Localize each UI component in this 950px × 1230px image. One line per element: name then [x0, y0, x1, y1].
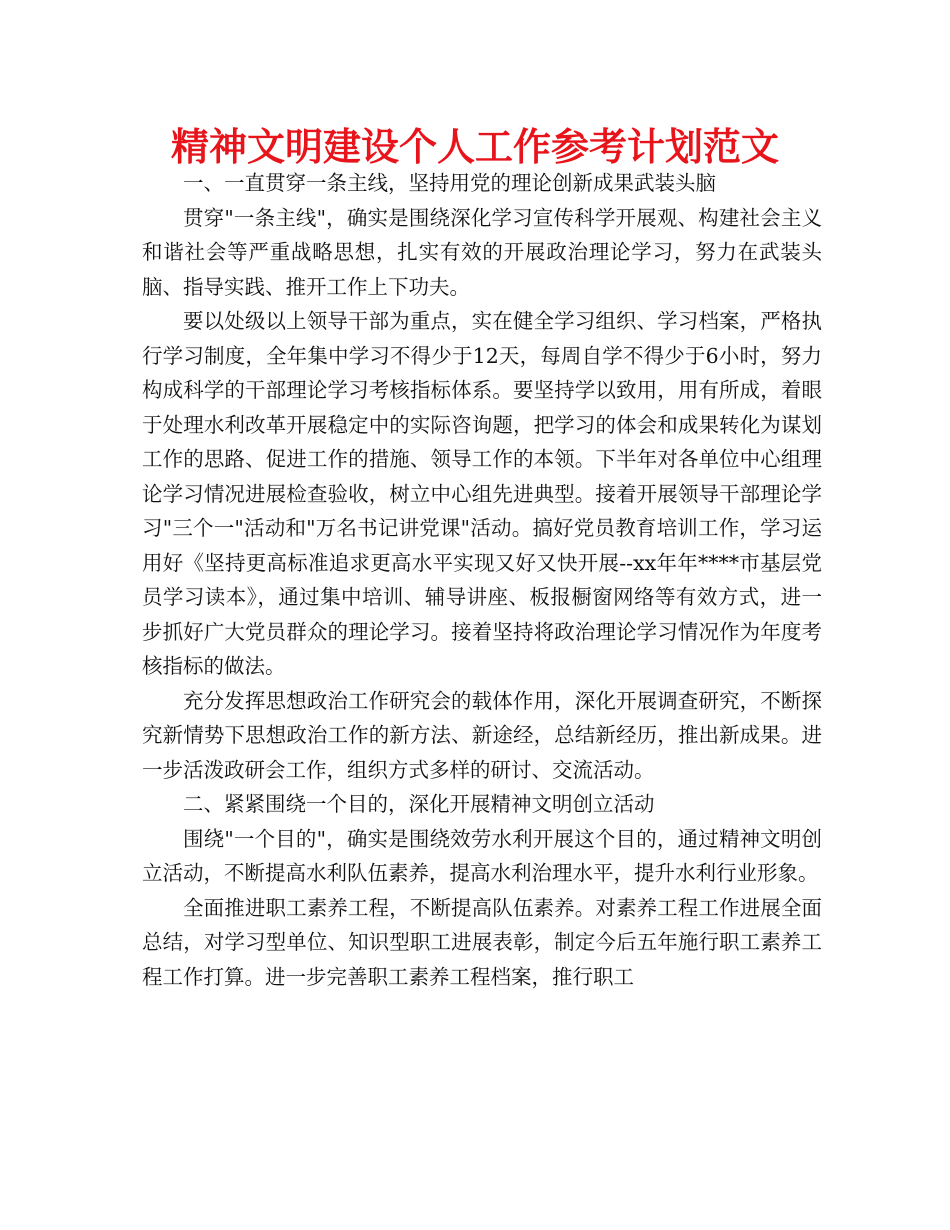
body-paragraph-4: 围绕"一个目的"，确实是围绕效劳水利开展这个目的，通过精神文明创立活动，不断提高水利队伍素养，提高水利治理水平，提升水利行业形象。 — [142, 826, 822, 885]
document-body — [142, 166, 822, 994]
section-heading-2: 二、紧紧围绕一个目的，深化开展精神文明创立活动 — [183, 792, 655, 816]
body-paragraph-3: 充分发挥思想政治工作研究会的载体作用，深化开展调查研究，不断探究新情势下思想政治工作的新方法、新途经，总结新经历，推出新成果。进一步活泼政研会工作，组织方式多样的研讨、交流活动。 — [142, 688, 822, 782]
section-heading-1: 一、一直贯穿一条主线，坚持用党的理论创新成果武装头脑 — [183, 171, 716, 195]
document-title: 精神文明建设个人工作参考计划范文 — [170, 124, 779, 169]
body-paragraph-1: 贯穿"一条主线"，确实是围绕深化学习宣传科学开展观、构建社会主义和谐社会等严重战略思想，扎实有效的开展政治理论学习，努力在武装头脑、指导实践、推开工作上下功夫。 — [142, 205, 822, 299]
body-paragraph-2: 要以处级以上领导干部为重点，实在健全学习组织、学习档案，严格执行学习制度，全年集中学习不得少于12天，每周自学不得少于6小时，努力构成科学的干部理论学习考核指标体系。要坚持学以致用，用有所成，着眼于处理水利改革开展稳定中的实际咨询题，把学习的体会和成果转化为谋划工作的思路、促进工作的措施、领导工作的本领。下半年对各单位中心组理论学习情况进展检查验收，树立中心组先进典型。接着开展领导干部理论学习"三个一"活动和"万名书记讲党课"活动。搞好党员教育培训工作，学习运用好《坚持更高标准追求更高水平实现又好又快开展--xx年年****市基层党员学习读本》，通过集中培训、辅导讲座、板报橱窗网络等有效方式，进一步抓好广大党员群众的理论学习。接着坚持将政治理论学习情况作为年度考核指标的做法。 — [142, 309, 822, 678]
body-paragraph-5: 全面推进职工素养工程，不断提高队伍素养。对素养工程工作进展全面总结，对学习型单位、知识型职工进展表彰，制定今后五年施行职工素养工程工作打算。进一步完善职工素养工程档案，推行职工 — [142, 895, 822, 989]
